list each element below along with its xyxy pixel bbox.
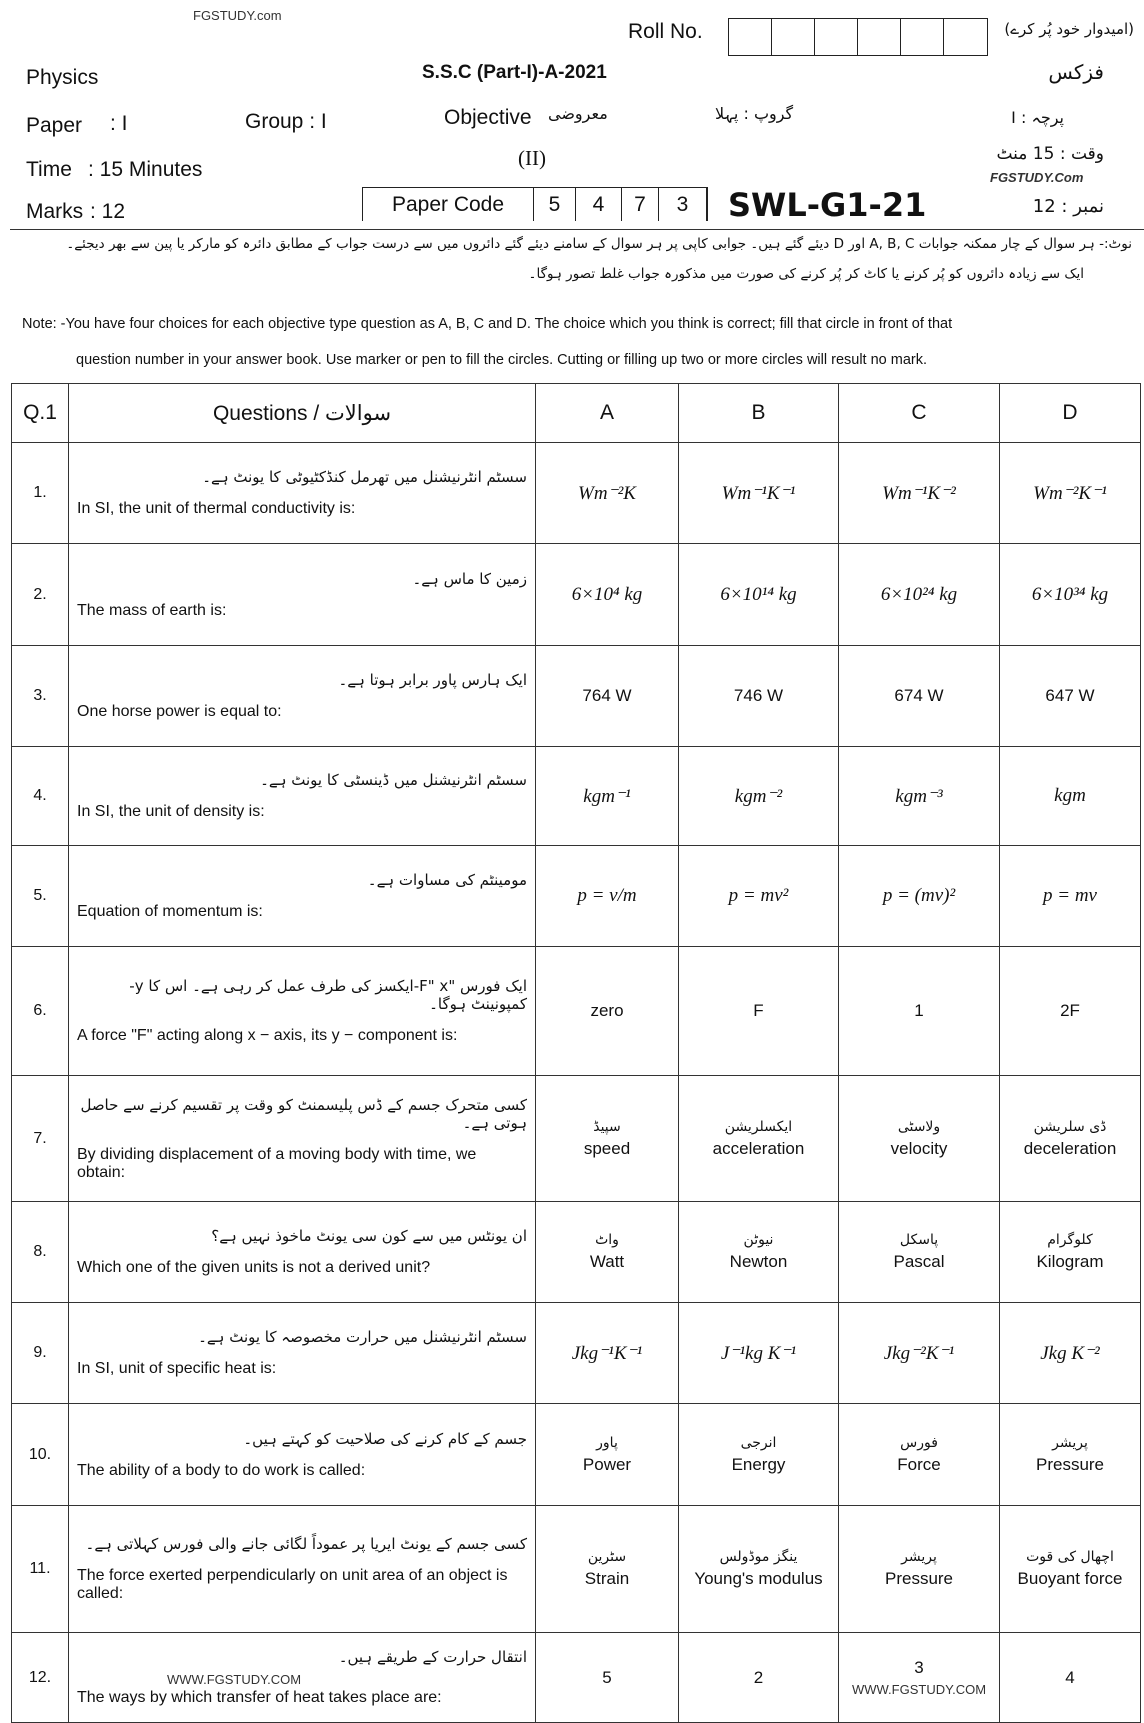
paper-code-box: [362, 187, 708, 221]
time-urdu: وقت : 15 منٹ: [996, 144, 1104, 164]
question-english: The force exerted perpendicularly on unit area of an object is called:: [77, 1567, 508, 1602]
option-urdu: ینگز موڈولس: [719, 1549, 798, 1565]
option-d: [1000, 1303, 1141, 1404]
option-c: [839, 947, 1000, 1076]
option-urdu: پریشر: [901, 1549, 937, 1565]
option-a: [536, 846, 679, 947]
paper-code-digit: 5: [534, 188, 576, 221]
question-number: 11.: [12, 1506, 69, 1633]
option-a: [536, 747, 679, 846]
option-text: 647 W: [1045, 686, 1095, 705]
option-a: [536, 646, 679, 747]
option-text: Energy: [731, 1454, 786, 1474]
option-text: p = (mv)²: [882, 885, 956, 906]
option-header-a: A: [536, 384, 679, 443]
option-b: [679, 846, 839, 947]
question-english: In SI, the unit of density is:: [77, 803, 265, 820]
question-row: [12, 1506, 1141, 1633]
option-a: [536, 1506, 679, 1633]
option-header-c: C: [839, 384, 1000, 443]
option-text: kgm: [1054, 785, 1086, 806]
question-english: A force "F" acting along x − axis, its y − component is:: [77, 1027, 458, 1044]
option-c: [839, 1404, 1000, 1506]
option-b: [679, 544, 839, 646]
question-cell: [69, 646, 536, 747]
option-b: [679, 443, 839, 544]
option-a: [536, 443, 679, 544]
option-text: velocity: [890, 1138, 948, 1158]
option-urdu: ایکسلریشن: [724, 1118, 793, 1135]
option-text: Buoyant force: [1017, 1569, 1123, 1588]
option-d: [1000, 947, 1141, 1076]
option-c: [839, 747, 1000, 846]
note-urdu: نوٹ:- ہر سوال کے چار ممکنہ جوابات A, B, C اور D دیئے گئے ہیں۔ جوابی کاپی پر ہر سوال کے سامنے دیئے گئے دائروں میں سے درست جواب کے مطابق دائرہ کو مارکر یا پین سے بھر دیجئے۔: [66, 236, 1132, 252]
option-text: deceleration: [1023, 1138, 1117, 1158]
option-b: [679, 1633, 839, 1723]
question-english: The ways by which transfer of heat takes place are:: [77, 1689, 442, 1706]
question-row: [12, 443, 1141, 544]
paper-urdu: پرچہ : I: [1011, 108, 1064, 127]
question-cell: [69, 1633, 536, 1723]
option-c: [839, 1076, 1000, 1202]
question-row: [12, 1303, 1141, 1404]
option-header-d: D: [1000, 384, 1141, 443]
question-number: 6.: [12, 947, 69, 1076]
option-text: Wm⁻¹K⁻²: [882, 482, 956, 504]
option-text: Young's modulus: [694, 1569, 823, 1588]
option-text: p = mv: [1043, 885, 1097, 906]
question-row: [12, 1633, 1141, 1723]
question-urdu: مومینٹم کی مساوات ہے۔: [367, 871, 527, 889]
option-c: [839, 443, 1000, 544]
option-text: Wm⁻¹K⁻¹: [721, 482, 796, 504]
note-english: question number in your answer book. Use marker or pen to fill the circles. Cutting or filling up two or more circles will result no mark.: [76, 352, 928, 368]
option-text: p = mv²: [728, 885, 789, 906]
question-cell: [69, 443, 536, 544]
option-d: [1000, 1506, 1141, 1633]
question-urdu: ان یونٹس میں سے کون سی یونٹ ماخوذ نہیں ہے؟: [211, 1227, 527, 1245]
option-urdu: واٹ: [595, 1232, 619, 1248]
option-text: p = v/m: [577, 885, 637, 906]
option-b: [679, 1506, 839, 1633]
option-d: [1000, 747, 1141, 846]
question-number: 9.: [12, 1303, 69, 1404]
option-text: Wm⁻²K⁻¹: [1033, 482, 1107, 504]
question-cell: [69, 1506, 536, 1633]
questions-header: Questions / سوالات: [69, 384, 536, 443]
option-text: zero: [590, 1001, 624, 1020]
question-row: [12, 646, 1141, 747]
question-cell: [69, 846, 536, 947]
option-text: F: [753, 1001, 764, 1020]
question-english: Equation of momentum is:: [77, 903, 263, 920]
question-urdu: انتقال حرارت کے طریقے ہیں۔: [338, 1648, 527, 1666]
question-cell: [69, 1404, 536, 1506]
marks-urdu: نمبر : 12: [1032, 196, 1104, 217]
option-text: 6×10⁴ kg: [571, 583, 643, 605]
question-urdu: سسٹم انٹرنیشنل میں حرارت مخصوصہ کا یونٹ ہے۔: [198, 1328, 527, 1346]
option-urdu: پاور: [596, 1434, 618, 1451]
question-english: The mass of earth is:: [77, 601, 227, 619]
question-number: 12.: [12, 1633, 69, 1723]
option-b: [679, 1076, 839, 1202]
option-c: [839, 846, 1000, 947]
option-text: 6×10¹⁴ kg: [720, 583, 797, 605]
option-d: [1000, 846, 1141, 947]
exam-title: S.S.C (Part-I)-A-2021: [422, 62, 607, 83]
watermark: FGSTUDY.com: [193, 8, 282, 23]
question-english: In SI, unit of specific heat is:: [77, 1360, 277, 1377]
option-text: J⁻¹kg K⁻¹: [720, 1342, 797, 1364]
question-number: 10.: [12, 1404, 69, 1506]
option-text: 5: [602, 1667, 612, 1687]
option-d: [1000, 646, 1141, 747]
questions-table: [11, 383, 1141, 1723]
option-text: Jkg⁻²K⁻¹: [883, 1342, 955, 1364]
option-d: [1000, 544, 1141, 646]
section-label: (II): [518, 146, 546, 170]
option-b: [679, 947, 839, 1076]
option-text: 2F: [1060, 1001, 1080, 1020]
option-text: 674 W: [894, 686, 944, 705]
option-text: kgm⁻²: [734, 785, 783, 807]
option-text: Pressure: [884, 1569, 954, 1588]
question-number: 3.: [12, 646, 69, 747]
divider: [10, 229, 1144, 230]
question-urdu: ایک ہارس پاور برابر ہوتا ہے۔: [338, 671, 527, 689]
note-urdu: ایک سے زیادہ دائروں کو پُر کرنے یا کاٹ کر پُر کرنے کی صورت میں مذکورہ جواب غلط تصور ہوگا۔: [528, 266, 1084, 282]
option-text: 6×10²⁴ kg: [880, 583, 958, 605]
option-a: [536, 1076, 679, 1202]
question-cell: [69, 1303, 536, 1404]
question-row: [12, 1202, 1141, 1303]
roll-no-label: Roll No.: [628, 20, 703, 43]
option-a: [536, 947, 679, 1076]
option-text: 6×10³⁴ kg: [1031, 583, 1109, 605]
marks-value: : 12: [90, 200, 126, 223]
paper-value: : I: [110, 112, 128, 135]
question-number: 7.: [12, 1076, 69, 1202]
subject: Physics: [26, 66, 99, 89]
option-text: Jkg K⁻²: [1040, 1342, 1100, 1364]
option-text: Kilogram: [1036, 1252, 1104, 1271]
question-cell: [69, 747, 536, 846]
option-a: [536, 1303, 679, 1404]
question-urdu: سسٹم انٹرنیشنل میں تھرمل کنڈکٹیوٹی کا یونٹ ہے۔: [202, 468, 527, 486]
option-urdu: اچھال کی قوت: [1026, 1549, 1114, 1565]
note-english: Note: -You have four choices for each objective type question as A, B, C and D. The choice which you think is correct; fill that circle in front of that: [22, 316, 953, 332]
paper-code-label: Paper Code: [363, 188, 534, 221]
group-label: Group : I: [245, 110, 327, 133]
option-b: [679, 1404, 839, 1506]
question-row: [12, 1404, 1141, 1506]
option-urdu: ڈی سلریشن: [1033, 1118, 1107, 1135]
group-urdu: گروپ : پہلا: [715, 104, 794, 123]
option-text: Jkg⁻¹K⁻¹: [571, 1342, 643, 1364]
roll-no-boxes: [728, 18, 988, 56]
option-urdu: فورس: [900, 1434, 938, 1451]
option-a: [536, 1404, 679, 1506]
option-urdu: نیوٹن: [743, 1232, 774, 1248]
option-text: Force: [897, 1454, 941, 1474]
option-urdu: ولاسٹی: [897, 1118, 941, 1135]
question-english: By dividing displacement of a moving body with time, we obtain:: [77, 1145, 477, 1181]
option-text: Pascal: [893, 1252, 945, 1271]
option-text: speed: [583, 1138, 631, 1158]
handwritten-code: SWL-G1-21: [728, 186, 927, 224]
option-d: [1000, 1202, 1141, 1303]
option-b: [679, 1202, 839, 1303]
option-urdu: پریشر: [1052, 1434, 1088, 1451]
option-c: [839, 646, 1000, 747]
question-english: Which one of the given units is not a derived unit?: [77, 1259, 431, 1276]
watermark: WWW.FGSTUDY.COM: [851, 1682, 987, 1697]
time-label: Time: [26, 158, 72, 181]
option-text: Strain: [584, 1569, 630, 1588]
option-text: 764 W: [582, 686, 632, 705]
option-urdu: کلوگرام: [1047, 1232, 1093, 1248]
option-text: 3: [914, 1658, 924, 1677]
option-c: [839, 1202, 1000, 1303]
option-d: [1000, 1633, 1141, 1723]
question-urdu: زمین کا ماس ہے۔: [412, 569, 527, 588]
question-row: [12, 747, 1141, 846]
option-urdu: پاسکل: [899, 1232, 939, 1248]
question-number: 4.: [12, 747, 69, 846]
watermark: FGSTUDY.Com: [990, 170, 1084, 185]
question-english: In SI, the unit of thermal conductivity is:: [77, 500, 356, 517]
option-b: [679, 1303, 839, 1404]
marks-label: Marks: [26, 200, 84, 223]
option-text: kgm⁻¹: [583, 785, 631, 807]
time-value: : 15 Minutes: [88, 158, 203, 181]
question-cell: [69, 1202, 536, 1303]
option-d: [1000, 443, 1141, 544]
option-c: [839, 1303, 1000, 1404]
roll-no-urdu: (امیدوار خود پُر کرے): [1004, 20, 1134, 38]
question-urdu: کسی جسم کے یونٹ ایریا پر عموداً لگائی جانے والی فورس کہلاتی ہے۔: [85, 1535, 527, 1553]
option-text: Newton: [729, 1252, 788, 1271]
option-text: 2: [753, 1667, 764, 1687]
option-text: Wm⁻²K: [578, 482, 636, 504]
question-number: 5.: [12, 846, 69, 947]
q-header: Q.1: [12, 384, 69, 443]
paper-code-digit: 4: [576, 188, 622, 221]
option-text: 1: [914, 1001, 924, 1020]
option-urdu: سٹرین: [587, 1549, 627, 1565]
option-text: kgm⁻³: [895, 785, 943, 807]
option-urdu: انرجی: [740, 1434, 777, 1451]
objective-urdu: معروضی: [548, 104, 608, 123]
option-text: 746 W: [733, 686, 784, 705]
question-urdu: ایک فورس "F" x-ایکسز کی طرف عمل کر رہی ہے۔ اس کا y-کمپونینٹ ہوگا۔: [129, 977, 527, 1013]
option-text: Pressure: [1035, 1454, 1105, 1474]
option-text: acceleration: [712, 1138, 805, 1158]
question-english: One horse power is equal to:: [77, 703, 282, 720]
watermark: WWW.FGSTUDY.COM: [167, 1672, 302, 1687]
option-a: [536, 1633, 679, 1723]
paper-code-digit: 3: [659, 188, 707, 221]
option-a: [536, 544, 679, 646]
question-urdu: جسم کے کام کرنے کی صلاحیت کو کہتے ہیں۔: [243, 1429, 527, 1448]
option-c: [839, 1633, 1000, 1723]
subject-urdu: فزکس: [1048, 60, 1104, 84]
question-row: [12, 1076, 1141, 1202]
question-number: 8.: [12, 1202, 69, 1303]
option-text: Watt: [589, 1252, 625, 1271]
question-cell: [69, 544, 536, 646]
option-d: [1000, 1076, 1141, 1202]
option-text: Power: [582, 1454, 632, 1474]
paper-label: Paper: [26, 114, 83, 137]
option-c: [839, 544, 1000, 646]
option-b: [679, 747, 839, 846]
option-a: [536, 1202, 679, 1303]
question-row: [12, 544, 1141, 646]
option-d: [1000, 1404, 1141, 1506]
question-cell: [69, 947, 536, 1076]
objective-label: Objective: [444, 106, 532, 129]
question-number: 2.: [12, 544, 69, 646]
option-c: [839, 1506, 1000, 1633]
question-urdu: کسی متحرک جسم کے ڈس پلیسمنٹ کو وقت پر تقسیم کرنے سے حاصل ہوتی ہے۔: [80, 1095, 527, 1132]
option-text: 4: [1065, 1667, 1075, 1687]
question-row: [12, 947, 1141, 1076]
option-b: [679, 646, 839, 747]
question-urdu: سسٹم انٹرنیشنل میں ڈینسٹی کا یونٹ ہے۔: [260, 771, 527, 789]
option-header-b: B: [679, 384, 839, 443]
question-cell: [69, 1076, 536, 1202]
question-row: [12, 846, 1141, 947]
question-number: 1.: [12, 443, 69, 544]
paper-code-digit: 7: [622, 188, 659, 221]
question-english: The ability of a body to do work is called:: [77, 1461, 366, 1479]
option-urdu: سپیڈ: [593, 1118, 621, 1135]
